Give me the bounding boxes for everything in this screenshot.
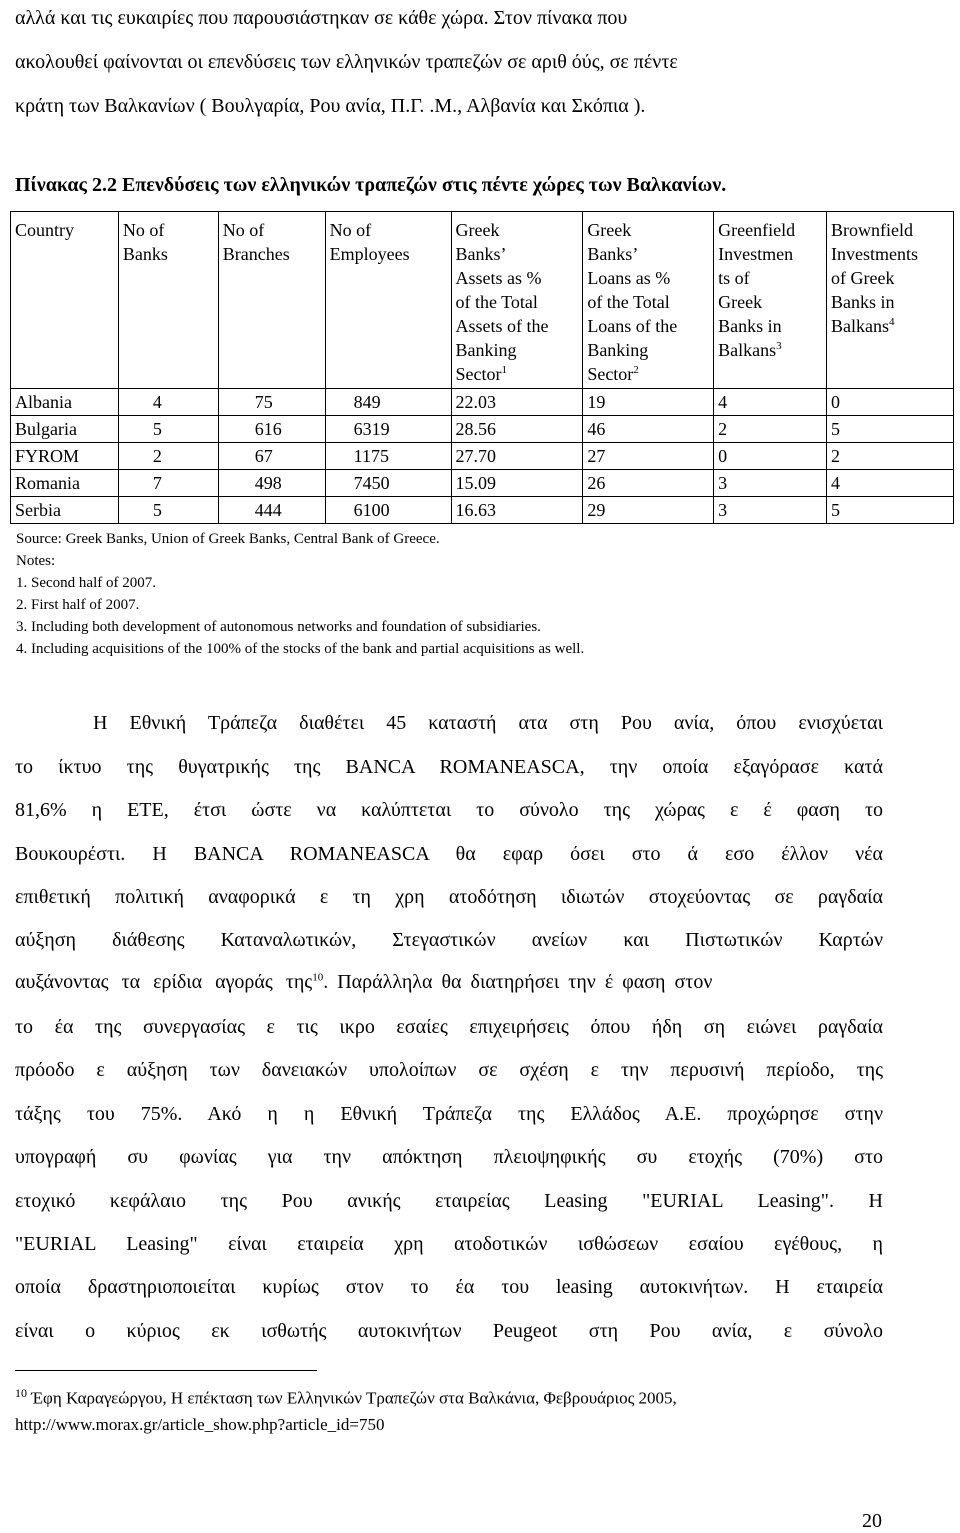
para-line-1: Η Εθνική Τράπεζα διαθέτει 45 καταστή ατα στη Ρου ανία, όπου ενισχύεται (93, 712, 883, 734)
footnote-text: Έφη Καραγεώργου, Η επέκταση των Ελληνικών Τραπεζών στα Βαλκάνια, Φεβρουάριος 2005, (31, 1388, 677, 1408)
header-line: No of (122, 220, 165, 240)
header-assets-pct (451, 212, 583, 389)
header-line: Sector (587, 364, 634, 384)
country-cell: Albania (11, 389, 119, 416)
intro-line-1: αλλά και τις ευκαιρίες που παρουσιάστηκαν σε κάθε χώρα. Στον πίνακα που (15, 7, 628, 29)
country-cell: Romania (11, 470, 119, 497)
header-line: Balkans (718, 340, 777, 360)
footnote-line-1 (15, 1380, 677, 1412)
footnote-divider (15, 1370, 317, 1371)
value-cell: 849 (325, 389, 451, 416)
para-line-15: είναι ο κύριος εκ ισθωτής αυτοκινήτων Peugeot στη Ρου ανία, ε σύνολο (15, 1320, 883, 1342)
header-line: Banks’ (455, 244, 507, 264)
header-line: Branches (222, 244, 290, 264)
para-line-11: υπογραφή συ φωνίας για την απόκτηση πλειοψηφικής συ ετοχής (70%) στο (15, 1146, 883, 1168)
header-line: Country (15, 220, 75, 240)
para-line-7 (15, 971, 883, 995)
value-cell: 46 (583, 416, 714, 443)
para-line-6: αύξηση διάθεσης Καταναλωτικών, Στεγαστικών ανείων και Πιστωτικών Καρτών (15, 929, 883, 951)
header-country (11, 212, 119, 389)
header-line: Banks (122, 244, 168, 264)
value-cell: 2 (714, 416, 827, 443)
header-line: Balkans (831, 316, 890, 336)
header-line: Banking (455, 340, 517, 360)
value-cell: 444 (218, 497, 325, 524)
header-line: Sector (455, 364, 502, 384)
note-1: 1. Second half of 2007. (16, 575, 156, 591)
value-cell: 0 (714, 443, 827, 470)
intro-line-2: ακολουθεί φαίνονται οι επενδύσεις των ελληνικών τραπεζών σε αριθ όύς, σε πέντε (15, 51, 678, 73)
note-2: 2. First half of 2007. (16, 597, 140, 613)
header-line: of the Total (587, 292, 670, 312)
table-row (11, 443, 954, 470)
header-line: Greenfield (718, 220, 796, 240)
header-no-of-branches (218, 212, 325, 389)
header-footnote-ref: 4 (889, 316, 895, 328)
value-cell: 498 (218, 470, 325, 497)
value-cell: 75 (218, 389, 325, 416)
header-line: No of (222, 220, 265, 240)
table-row (11, 470, 954, 497)
header-line: Investments (831, 244, 919, 264)
value-cell: 5 (118, 416, 218, 443)
note-heading: Notes: (16, 553, 56, 569)
header-line: Brownfield (831, 220, 914, 240)
para-line-9: πρόοδο ε αύξηση των δανειακών υπολοίπων σε σχέση ε την περυσινή περίοδο, της (15, 1059, 883, 1081)
value-cell: 5 (827, 497, 954, 524)
para-line-13: "EURIAL Leasing" είναι εταιρεία χρη ατοδοτικών ισθώσεων εσαίου εγέθους, η (15, 1233, 883, 1255)
para-line-8: το έα της συνεργασίας ε τις ικρο εσαίες επιχειρήσεις όπου ήδη ση ειώνει ραγδαία (15, 1016, 883, 1038)
header-line: Banks’ (587, 244, 639, 264)
para-line-4: Βουκουρέστι. Η BANCA ROMANEASCA θα εφαρ όσει στο ά εσο έλλον νέα (15, 843, 883, 865)
header-line: ts of (718, 268, 750, 288)
header-line: of the Total (455, 292, 538, 312)
page-number: 20 (862, 1510, 882, 1532)
value-cell: 4 (827, 470, 954, 497)
value-cell: 26 (583, 470, 714, 497)
para-line-14: οποία δραστηριοποιείται κυρίως στον το έα του leasing αυτοκινήτων. Η εταιρεία (15, 1276, 883, 1298)
header-greenfield (714, 212, 827, 389)
header-line: Assets of the (455, 316, 549, 336)
value-cell: 3 (714, 497, 827, 524)
header-footnote-ref: 1 (501, 364, 507, 376)
header-no-of-banks (118, 212, 218, 389)
value-cell: 5 (118, 497, 218, 524)
footnote (15, 1380, 677, 1438)
value-cell: 4 (714, 389, 827, 416)
value-cell: 27 (583, 443, 714, 470)
intro-line-3: κράτη των Βαλκανίων ( Βουλγαρία, Ρου ανία, Π.Γ. .Μ., Αλβανία και Σκόπια ). (15, 95, 646, 117)
investments-table (10, 211, 954, 524)
value-cell: 19 (583, 389, 714, 416)
para-line-5: επιθετική πολιτική αναφορικά ε τη χρη ατοδότηση ιδιωτών στοχεύοντας σε ραγδαία (15, 886, 883, 908)
country-cell: Serbia (11, 497, 119, 524)
value-cell: 4 (118, 389, 218, 416)
note-source: Source: Greek Banks, Union of Greek Banks, Central Bank of Greece. (16, 531, 440, 547)
table-caption: Πίνακας 2.2 Επενδύσεις των ελληνικών τραπεζών στις πέντε χώρες των Βαλκανίων. (15, 174, 727, 196)
value-cell: 7450 (325, 470, 451, 497)
note-3: 3. Including both development of autonomous networks and foundation of subsidiaries. (16, 619, 541, 635)
value-cell: 7 (118, 470, 218, 497)
footnote-number: 10 (15, 1386, 27, 1400)
value-cell: 28.56 (451, 416, 583, 443)
table-row (11, 416, 954, 443)
value-cell: 2 (827, 443, 954, 470)
value-cell: 5 (827, 416, 954, 443)
header-line: Greek (587, 220, 632, 240)
value-cell: 1175 (325, 443, 451, 470)
table-row (11, 497, 954, 524)
header-line: Greek (718, 292, 763, 312)
value-cell: 67 (218, 443, 325, 470)
value-cell: 0 (827, 389, 954, 416)
header-no-of-employees (325, 212, 451, 389)
country-cell: FYROM (11, 443, 119, 470)
value-cell: 2 (118, 443, 218, 470)
para-line-7-tail: . Παράλληλα θα διατηρήσει την έ φαση στον (323, 971, 713, 993)
value-cell: 15.09 (451, 470, 583, 497)
para-line-10: τάξης του 75%. Ακό η η Εθνική Τράπεζα της Ελλάδος Α.Ε. προχώρησε στην (15, 1103, 883, 1125)
value-cell: 22.03 (451, 389, 583, 416)
header-line: Investmen (718, 244, 794, 264)
value-cell: 27.70 (451, 443, 583, 470)
table-notes (16, 528, 584, 660)
value-cell: 6100 (325, 497, 451, 524)
header-line: Loans of the (587, 316, 678, 336)
country-cell: Bulgaria (11, 416, 119, 443)
header-line: Banks in (831, 292, 895, 312)
para-line-12: ετοχικό κεφάλαιο της Ρου ανικής εταιρείας Leasing "EURIAL Leasing". Η (15, 1190, 883, 1212)
value-cell: 6319 (325, 416, 451, 443)
value-cell: 3 (714, 470, 827, 497)
footnote-url[interactable]: http://www.morax.gr/article_show.php?article_id=750 (15, 1414, 385, 1434)
para-line-2: το ίκτυο της θυγατρικής της BANCA ROMANEASCA, την οποία εξαγόρασε κατά (15, 756, 883, 778)
para-line-3: 81,6% η ΕΤΕ, έτσι ώστε να καλύπτεται το σύνολο της χώρας ε έ φαση το (15, 799, 883, 821)
header-line: Loans as % (587, 268, 671, 288)
table-header-row (11, 212, 954, 389)
header-brownfield (827, 212, 954, 389)
header-footnote-ref: 3 (776, 340, 782, 352)
header-footnote-ref: 2 (633, 364, 639, 376)
value-cell: 29 (583, 497, 714, 524)
header-line: Banks in (718, 316, 782, 336)
header-line: Employees (329, 244, 410, 264)
table-row (11, 389, 954, 416)
value-cell: 16.63 (451, 497, 583, 524)
note-4: 4. Including acquisitions of the 100% of the stocks of the bank and partial acquisitions as well. (16, 641, 585, 657)
footnote-ref-10: 10 (312, 971, 324, 984)
value-cell: 616 (218, 416, 325, 443)
para-line-7-head: αυξάνοντας τα ερίδια αγοράς της (15, 971, 313, 993)
header-loans-pct (583, 212, 714, 389)
header-line: No of (329, 220, 372, 240)
header-line: Greek (455, 220, 500, 240)
header-line: of Greek (831, 268, 895, 288)
header-line: Banking (587, 340, 649, 360)
header-line: Assets as % (455, 268, 542, 288)
